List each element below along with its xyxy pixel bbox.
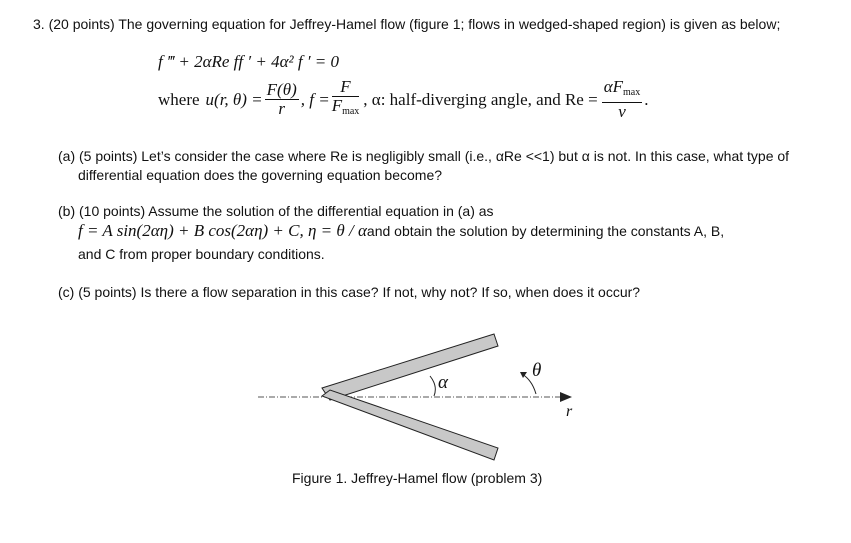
- f-definition-denominator-wrap: [332, 97, 360, 121]
- part-b-solution-equation: f = A sin(2αη) + B cos(2αη) + C, η = θ / α: [78, 221, 367, 240]
- alpha-definition: , α: half-diverging angle, and Re =: [363, 89, 598, 109]
- part-b-line3: and C from proper boundary conditions.: [78, 246, 325, 262]
- alpha-angle-arc: [430, 376, 435, 396]
- upper-wall: [322, 334, 498, 400]
- part-a-line2: differential equation does the governing equation become?: [78, 167, 443, 183]
- governing-equation: f ‴ + 2αRe ff ′ + 4α² f ′ = 0: [158, 52, 340, 71]
- f-definition-denominator: F: [331, 96, 343, 115]
- alpha-label: α: [438, 372, 448, 393]
- re-definition-numerator-wrap: [602, 78, 643, 103]
- definitions-line: [158, 78, 648, 121]
- f-definition-fraction: [332, 78, 360, 121]
- re-definition-end: .: [644, 89, 649, 109]
- part-b-line2-text: and obtain the solution by determining the constants A, B,: [366, 223, 725, 239]
- re-definition-numerator: αF: [603, 77, 624, 96]
- part-a-line1: (a) (5 points) Let’s consider the case where Re is negligibly small (i.e., αRe <<1) but α is not. In this case, what type of: [58, 148, 790, 164]
- re-definition-fraction: [602, 78, 643, 121]
- r-label: r: [566, 403, 573, 420]
- f-definition-denominator-sub: max: [342, 106, 360, 117]
- u-definition-numerator: F(θ): [266, 80, 297, 99]
- part-b-line2: [78, 221, 724, 241]
- r-axis-arrowhead: [560, 392, 572, 402]
- f-definition-numerator: F: [332, 78, 360, 97]
- jeffrey-hamel-figure: [240, 330, 600, 470]
- part-b-line1: (b) (10 points) Assume the solution of the differential equation in (a) as: [58, 203, 494, 219]
- u-definition-fraction: [265, 81, 299, 118]
- re-definition-numerator-sub: max: [623, 87, 641, 98]
- u-definition-denominator: r: [278, 99, 286, 118]
- problem-heading: 3. (20 points) The governing equation for Jeffrey-Hamel flow (figure 1; flows in wedged-shaped region) is given as below;: [33, 16, 781, 32]
- figure-caption: Figure 1. Jeffrey-Hamel flow (problem 3): [292, 470, 543, 486]
- lower-wall: [322, 390, 498, 460]
- f-definition-lhs: , f =: [300, 89, 330, 109]
- where-label: where: [158, 89, 200, 109]
- part-c-line1: (c) (5 points) Is there a flow separation in this case? If not, why not? If so, when does it occur?: [58, 284, 641, 300]
- u-definition-lhs: u(r, θ) =: [205, 89, 263, 109]
- theta-label: θ: [532, 360, 542, 381]
- re-definition-denominator: ν: [618, 102, 626, 121]
